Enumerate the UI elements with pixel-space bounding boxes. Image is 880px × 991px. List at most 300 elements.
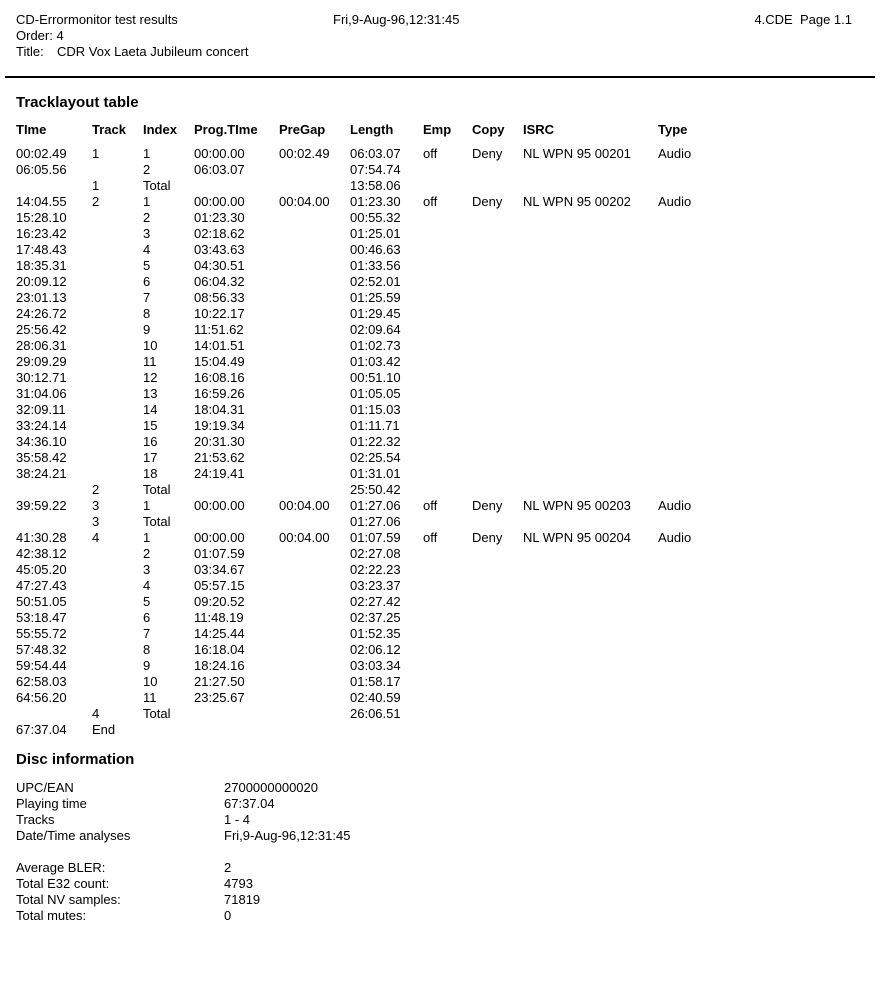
table-cell: 09:20.52 xyxy=(194,594,245,609)
table-cell: 01:29.45 xyxy=(350,306,401,321)
table-cell: 24:26.72 xyxy=(16,306,67,321)
table-cell xyxy=(279,258,350,274)
disc-info-row xyxy=(16,780,350,796)
table-cell xyxy=(423,674,472,690)
table-row xyxy=(16,162,740,178)
disc-info-row xyxy=(16,796,350,812)
table-cell: 23:01.13 xyxy=(16,290,67,305)
table-cell: 03:23.37 xyxy=(350,578,401,593)
table-cell xyxy=(658,226,740,242)
table-cell xyxy=(523,290,658,306)
table-cell xyxy=(523,226,658,242)
table-cell xyxy=(423,338,472,354)
title-line xyxy=(16,44,248,60)
table-cell: 4 xyxy=(92,530,100,545)
table-row xyxy=(16,258,740,274)
table-cell: 7 xyxy=(143,626,151,641)
table-cell xyxy=(523,610,658,626)
table-cell xyxy=(92,274,143,290)
table-cell xyxy=(523,562,658,578)
table-cell: 3 xyxy=(92,498,100,513)
table-cell xyxy=(279,322,350,338)
disc-info-value: 71819 xyxy=(224,892,261,907)
table-cell: 01:15.03 xyxy=(350,402,401,417)
table-cell: 00:04.00 xyxy=(279,498,330,513)
table-cell xyxy=(472,722,523,738)
table-cell: off xyxy=(423,194,438,209)
table-cell: 18:35.31 xyxy=(16,258,67,273)
table-cell xyxy=(523,578,658,594)
table-cell xyxy=(523,370,658,386)
table-cell xyxy=(92,626,143,642)
table-cell xyxy=(423,690,472,706)
table-cell xyxy=(423,274,472,290)
table-cell: 04:30.51 xyxy=(194,258,245,273)
table-cell: 01:33.56 xyxy=(350,258,401,273)
table-cell: 06:05.56 xyxy=(16,162,67,177)
disc-info-row xyxy=(16,860,350,876)
table-cell xyxy=(523,674,658,690)
table-cell xyxy=(658,354,740,370)
table-cell xyxy=(658,402,740,418)
table-cell: 19:19.34 xyxy=(194,418,245,433)
table-cell xyxy=(194,178,279,194)
table-cell xyxy=(279,546,350,562)
table-row xyxy=(16,594,740,610)
table-cell xyxy=(423,594,472,610)
table-cell: 01:52.35 xyxy=(350,626,401,641)
table-cell: 18:04.31 xyxy=(194,402,245,417)
table-cell: 1 xyxy=(143,530,151,545)
table-cell xyxy=(92,402,143,418)
table-cell xyxy=(523,258,658,274)
table-cell xyxy=(92,546,143,562)
header-left-block xyxy=(16,12,248,60)
table-cell: 20:09.12 xyxy=(16,274,67,289)
table-cell xyxy=(472,210,523,226)
table-cell xyxy=(92,386,143,402)
table-cell xyxy=(423,578,472,594)
table-cell xyxy=(523,658,658,674)
table-cell: 18 xyxy=(143,466,158,481)
table-cell: 1 xyxy=(92,146,100,161)
table-cell xyxy=(423,610,472,626)
table-cell xyxy=(472,418,523,434)
table-cell xyxy=(423,450,472,466)
table-cell xyxy=(423,626,472,642)
disc-info-row xyxy=(16,908,350,924)
table-cell xyxy=(523,514,658,530)
table-cell xyxy=(92,306,143,322)
table-cell xyxy=(472,162,523,178)
table-cell: 02:52.01 xyxy=(350,274,401,289)
table-cell xyxy=(423,290,472,306)
disc-info-label: Average BLER: xyxy=(16,860,106,875)
table-cell xyxy=(16,178,92,194)
table-cell xyxy=(92,258,143,274)
table-cell xyxy=(523,434,658,450)
table-cell xyxy=(658,450,740,466)
table-cell: 18:24.16 xyxy=(194,658,245,673)
table-cell xyxy=(523,418,658,434)
table-cell xyxy=(523,546,658,562)
disc-info-value: 1 - 4 xyxy=(224,812,251,827)
table-cell xyxy=(658,242,740,258)
table-cell: 00:02.49 xyxy=(16,146,67,161)
table-cell xyxy=(279,626,350,642)
table-cell: 16:23.42 xyxy=(16,226,67,241)
table-cell xyxy=(472,594,523,610)
table-cell xyxy=(658,722,740,738)
table-row xyxy=(16,418,740,434)
table-cell xyxy=(472,626,523,642)
table-cell xyxy=(92,674,143,690)
table-cell xyxy=(92,242,143,258)
table-cell: 16:59.26 xyxy=(194,386,245,401)
table-cell: Audio xyxy=(658,530,692,545)
table-cell: 15:28.10 xyxy=(16,210,67,225)
table-cell: 7 xyxy=(143,290,151,305)
table-row xyxy=(16,354,740,370)
table-row xyxy=(16,386,740,402)
table-cell: 5 xyxy=(143,258,151,273)
table-cell: NL WPN 95 00201 xyxy=(523,146,631,161)
table-row xyxy=(16,546,740,562)
table-cell xyxy=(16,706,92,722)
table-cell xyxy=(279,706,350,722)
table-cell: 17:48.43 xyxy=(16,242,67,257)
table-cell xyxy=(194,722,279,738)
table-cell: Total xyxy=(143,482,171,497)
table-row xyxy=(16,674,740,690)
tracklayout-table xyxy=(16,122,740,738)
table-cell xyxy=(279,370,350,386)
table-cell xyxy=(472,450,523,466)
table-cell: 4 xyxy=(143,578,151,593)
table-row xyxy=(16,722,740,738)
table-cell: 2 xyxy=(143,162,151,177)
table-cell xyxy=(279,162,350,178)
table-cell: 02:27.42 xyxy=(350,594,401,609)
table-row xyxy=(16,290,740,306)
table-cell: 01:03.42 xyxy=(350,354,401,369)
table-cell: 00:00.00 xyxy=(194,194,245,209)
table-cell xyxy=(279,274,350,290)
table-cell: 13 xyxy=(143,386,158,401)
table-cell xyxy=(423,562,472,578)
order-line: Order: 4 xyxy=(16,28,64,43)
table-cell xyxy=(658,386,740,402)
table-cell xyxy=(472,514,523,530)
table-cell xyxy=(658,274,740,290)
header-datetime: Fri,9-Aug-96,12:31:45 xyxy=(333,12,460,27)
table-cell xyxy=(92,418,143,434)
table-cell xyxy=(472,402,523,418)
table-cell: Total xyxy=(143,706,171,721)
header-page-ref: 4.CDE Page 1.1 xyxy=(754,12,852,27)
column-header: TIme xyxy=(16,122,47,137)
table-cell xyxy=(658,578,740,594)
table-cell: 14:25.44 xyxy=(194,626,245,641)
table-cell xyxy=(523,690,658,706)
table-cell: 47:27.43 xyxy=(16,578,67,593)
tracklayout-body xyxy=(16,146,740,738)
table-cell xyxy=(143,722,194,738)
table-cell: 02:09.64 xyxy=(350,322,401,337)
table-cell: 14 xyxy=(143,402,158,417)
table-cell: 67:37.04 xyxy=(16,722,67,737)
table-cell: 03:34.67 xyxy=(194,562,245,577)
table-cell xyxy=(423,210,472,226)
table-row xyxy=(16,210,740,226)
table-cell: 07:54.74 xyxy=(350,162,401,177)
table-row xyxy=(16,610,740,626)
table-cell: 11 xyxy=(143,354,157,369)
disc-info-value: 4793 xyxy=(224,876,253,891)
title-label: Title: xyxy=(16,44,44,59)
table-cell xyxy=(279,306,350,322)
disc-info-label: Tracks xyxy=(16,812,55,827)
table-cell: 2 xyxy=(143,546,151,561)
table-cell: 21:53.62 xyxy=(194,450,245,465)
disc-information-list xyxy=(16,780,350,924)
table-cell: 01:25.59 xyxy=(350,290,401,305)
table-cell xyxy=(423,370,472,386)
column-header: Index xyxy=(143,122,177,137)
table-cell: Audio xyxy=(658,498,692,513)
table-row xyxy=(16,370,740,386)
table-cell: 15:04.49 xyxy=(194,354,245,369)
table-cell xyxy=(472,578,523,594)
table-cell: 11:48.19 xyxy=(194,610,244,625)
table-cell xyxy=(423,466,472,482)
table-cell: 10:22.17 xyxy=(194,306,245,321)
table-cell: 02:27.08 xyxy=(350,546,401,561)
table-cell xyxy=(423,658,472,674)
table-cell xyxy=(423,258,472,274)
table-cell xyxy=(472,338,523,354)
column-header: Copy xyxy=(472,122,505,137)
table-cell: 41:30.28 xyxy=(16,530,67,545)
table-cell xyxy=(92,162,143,178)
table-row xyxy=(16,642,740,658)
table-cell xyxy=(658,258,740,274)
table-cell xyxy=(658,338,740,354)
table-cell: 01:27.06 xyxy=(350,498,401,513)
table-cell: Deny xyxy=(472,530,503,545)
table-cell xyxy=(279,658,350,674)
table-cell: 01:58.17 xyxy=(350,674,401,689)
table-cell xyxy=(472,242,523,258)
table-cell: 00:46.63 xyxy=(350,242,401,257)
table-cell xyxy=(279,418,350,434)
table-cell xyxy=(423,642,472,658)
table-cell: 42:38.12 xyxy=(16,546,67,561)
table-cell: 6 xyxy=(143,274,151,289)
table-cell xyxy=(658,674,740,690)
table-row xyxy=(16,562,740,578)
table-cell xyxy=(658,594,740,610)
table-cell xyxy=(472,690,523,706)
table-cell: 05:57.15 xyxy=(194,578,245,593)
table-cell: 01:05.05 xyxy=(350,386,401,401)
table-cell xyxy=(423,162,472,178)
table-cell xyxy=(472,434,523,450)
table-cell xyxy=(423,354,472,370)
table-cell: 3 xyxy=(143,226,151,241)
table-cell xyxy=(472,658,523,674)
table-row xyxy=(16,434,740,450)
table-cell xyxy=(279,178,350,194)
table-cell: 02:22.23 xyxy=(350,562,401,577)
table-cell xyxy=(92,226,143,242)
table-cell xyxy=(92,690,143,706)
table-cell: 12 xyxy=(143,370,158,385)
table-cell: 1 xyxy=(143,498,151,513)
table-cell xyxy=(279,578,350,594)
table-cell: 01:02.73 xyxy=(350,338,401,353)
table-cell: 02:18.62 xyxy=(194,226,245,241)
table-cell xyxy=(92,338,143,354)
table-cell xyxy=(523,642,658,658)
table-cell: 34:36.10 xyxy=(16,434,67,449)
disc-info-label: UPC/EAN xyxy=(16,780,74,795)
table-cell: off xyxy=(423,530,438,545)
column-header: Type xyxy=(658,122,688,137)
table-row xyxy=(16,450,740,466)
table-cell: 26:06.51 xyxy=(350,706,401,721)
table-cell xyxy=(423,482,472,498)
table-cell xyxy=(472,466,523,482)
table-cell xyxy=(472,274,523,290)
table-row xyxy=(16,482,740,498)
table-cell: 01:07.59 xyxy=(350,530,401,545)
table-row xyxy=(16,242,740,258)
table-cell: Audio xyxy=(658,146,692,161)
table-cell xyxy=(472,674,523,690)
table-cell xyxy=(658,210,740,226)
table-cell: 6 xyxy=(143,610,151,625)
table-cell xyxy=(658,690,740,706)
table-cell: 50:51.05 xyxy=(16,594,67,609)
table-cell xyxy=(423,402,472,418)
table-cell xyxy=(523,626,658,642)
disc-info-value: Fri,9-Aug-96,12:31:45 xyxy=(224,828,351,843)
table-cell xyxy=(523,402,658,418)
table-cell xyxy=(523,178,658,194)
table-cell: 9 xyxy=(143,658,151,673)
table-cell xyxy=(658,626,740,642)
table-cell xyxy=(92,610,143,626)
table-cell: 14:01.51 xyxy=(194,338,245,353)
table-cell xyxy=(658,706,740,722)
table-cell: NL WPN 95 00204 xyxy=(523,530,631,545)
table-cell: 2 xyxy=(92,482,100,497)
table-cell xyxy=(523,466,658,482)
table-cell: 29:09.29 xyxy=(16,354,67,369)
table-cell: 16 xyxy=(143,434,158,449)
disc-info-label: Total mutes: xyxy=(16,908,87,923)
table-cell xyxy=(279,290,350,306)
table-cell xyxy=(523,306,658,322)
table-cell: 4 xyxy=(92,706,100,721)
table-cell xyxy=(472,178,523,194)
table-cell xyxy=(279,562,350,578)
table-cell: 20:31.30 xyxy=(194,434,245,449)
table-cell xyxy=(523,242,658,258)
report-title: CD-Errormonitor test results xyxy=(16,12,178,27)
table-cell xyxy=(92,450,143,466)
table-row xyxy=(16,194,740,210)
table-row xyxy=(16,338,740,354)
table-cell xyxy=(658,418,740,434)
table-cell: 06:03.07 xyxy=(350,146,401,161)
table-row xyxy=(16,402,740,418)
table-cell: 25:56.42 xyxy=(16,322,67,337)
table-cell xyxy=(658,546,740,562)
table-cell xyxy=(523,338,658,354)
table-cell xyxy=(279,354,350,370)
table-cell xyxy=(472,306,523,322)
table-cell xyxy=(472,370,523,386)
table-cell: 31:04.06 xyxy=(16,386,67,401)
table-cell xyxy=(423,418,472,434)
table-cell: off xyxy=(423,498,438,513)
table-cell: 11 xyxy=(143,690,157,705)
table-cell xyxy=(472,386,523,402)
table-cell: 06:03.07 xyxy=(194,162,245,177)
table-cell xyxy=(423,546,472,562)
table-cell xyxy=(92,322,143,338)
column-header: ISRC xyxy=(523,122,555,137)
table-cell: 23:25.67 xyxy=(194,690,245,705)
table-cell xyxy=(92,466,143,482)
table-cell: 8 xyxy=(143,306,151,321)
table-cell: Deny xyxy=(472,498,503,513)
table-cell xyxy=(92,290,143,306)
table-cell xyxy=(279,386,350,402)
table-cell: 2 xyxy=(143,210,151,225)
table-cell xyxy=(279,242,350,258)
table-row xyxy=(16,706,740,722)
table-cell: 03:43.63 xyxy=(194,242,245,257)
table-cell: End xyxy=(92,722,116,737)
table-cell xyxy=(279,450,350,466)
table-cell: 00:04.00 xyxy=(279,194,330,209)
table-cell: 53:18.47 xyxy=(16,610,67,625)
disc-info-value: 67:37.04 xyxy=(224,796,275,811)
table-cell: 11:51.62 xyxy=(194,322,244,337)
table-cell: NL WPN 95 00203 xyxy=(523,498,631,513)
table-cell xyxy=(194,514,279,530)
table-cell xyxy=(279,514,350,530)
table-cell xyxy=(472,482,523,498)
table-cell xyxy=(523,722,658,738)
table-cell: 00:51.10 xyxy=(350,370,401,385)
table-cell xyxy=(279,610,350,626)
table-cell xyxy=(423,706,472,722)
table-cell xyxy=(523,210,658,226)
table-cell xyxy=(423,306,472,322)
table-cell: 3 xyxy=(92,514,100,529)
table-row xyxy=(16,514,740,530)
table-cell: 59:54.44 xyxy=(16,658,67,673)
table-cell xyxy=(658,306,740,322)
table-row xyxy=(16,306,740,322)
table-cell xyxy=(472,610,523,626)
table-cell xyxy=(658,610,740,626)
disc-info-row xyxy=(16,892,350,908)
